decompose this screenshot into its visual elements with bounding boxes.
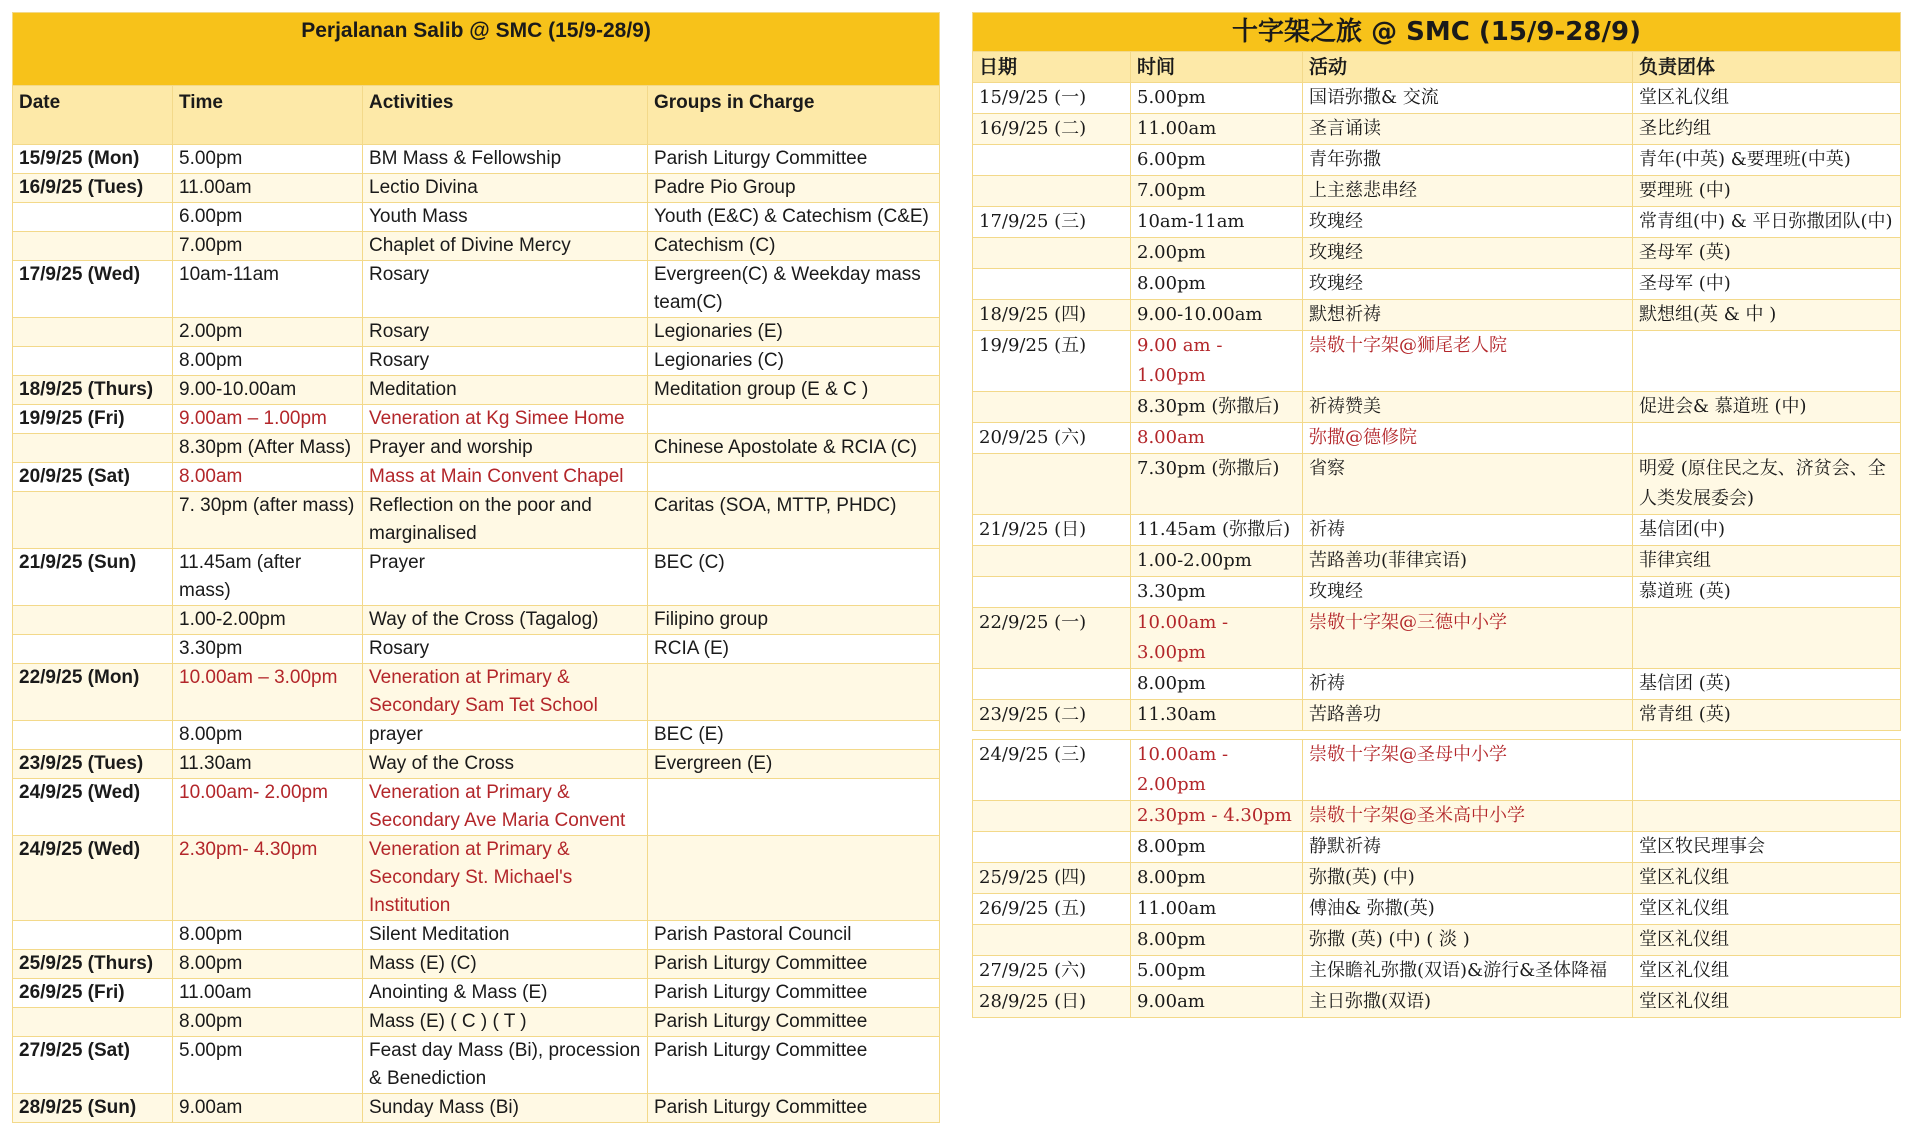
date-cell: 17/9/25 (Wed) [13,261,173,318]
group-cell: Parish Liturgy Committee [648,145,940,174]
table-row [973,863,1901,894]
group-cell: 圣母军 (英) [1633,238,1901,269]
time-cell: 9.00-10.00am [173,376,363,405]
table-row [13,721,940,750]
time-cell: 7.00pm [1131,176,1303,207]
activity-cell: 青年弥撒 [1303,145,1633,176]
activity-cell: Veneration at Primary & Secondary Ave Maria Convent [363,779,648,836]
time-cell: 11.30am [1131,700,1303,731]
time-cell: 11.45am (after mass) [173,549,363,606]
date-cell: 24/9/25 (Wed) [13,836,173,921]
table-row [973,269,1901,300]
time-cell: 8.00pm [173,921,363,950]
table-row [13,750,940,779]
table-row [13,979,940,1008]
group-cell: 常青组 (英) [1633,700,1901,731]
activity-cell: Feast day Mass (Bi), procession & Benediction [363,1037,648,1094]
time-cell: 9.00-10.00am [1131,300,1303,331]
group-cell: 堂区牧民理事会 [1633,832,1901,863]
spacer-cell [973,731,1901,740]
table-row [973,956,1901,987]
time-cell: 3.30pm [173,635,363,664]
activity-cell: 玫瑰经 [1303,577,1633,608]
date-cell [13,232,173,261]
group-cell: 圣比约组 [1633,114,1901,145]
activity-cell: 崇敬十字架@狮尾老人院 [1303,331,1633,392]
group-cell: Parish Liturgy Committee [648,950,940,979]
group-cell: Parish Pastoral Council [648,921,940,950]
activity-cell: 弥撒 (英) (中) ( 淡 ) [1303,925,1633,956]
table-row [973,740,1901,801]
english-header-row [13,86,940,145]
table-row [973,894,1901,925]
table-row [13,318,940,347]
group-cell [1633,801,1901,832]
time-cell: 8.00pm [1131,669,1303,700]
table-row [973,577,1901,608]
time-cell: 8.30pm (After Mass) [173,434,363,463]
table-row [13,405,940,434]
date-cell: 18/9/25 (四) [973,300,1131,331]
time-cell: 8.00pm [173,347,363,376]
activity-cell: 默想祈祷 [1303,300,1633,331]
table-row [973,515,1901,546]
group-cell: 青年(中英) &要理班(中英) [1633,145,1901,176]
group-cell: 菲律宾组 [1633,546,1901,577]
date-cell: 26/9/25 (Fri) [13,979,173,1008]
english-title: Perjalanan Salib @ SMC (15/9-28/9) [13,13,940,86]
group-cell [648,405,940,434]
table-row [13,1094,940,1123]
activity-cell: Way of the Cross (Tagalog) [363,606,648,635]
time-cell: 10.00am - 3.00pm [1131,608,1303,669]
group-cell: Parish Liturgy Committee [648,1037,940,1094]
table-row [973,423,1901,454]
header-activities: Activities [363,86,648,145]
header-time: Time [173,86,363,145]
date-cell: 20/9/25 (六) [973,423,1131,454]
group-cell: 堂区礼仪组 [1633,925,1901,956]
chinese-header-row [973,52,1901,83]
table-row [13,1008,940,1037]
date-cell [973,392,1131,423]
activity-cell: 苦路善功(菲律宾语) [1303,546,1633,577]
activity-cell: Meditation [363,376,648,405]
activity-cell: 苦路善功 [1303,700,1633,731]
header-date-zh: 日期 [973,52,1131,83]
table-row [13,347,940,376]
time-cell: 10.00am - 2.00pm [1131,740,1303,801]
header-date: Date [13,86,173,145]
table-row [13,203,940,232]
time-cell: 10.00am – 3.00pm [173,664,363,721]
group-cell [1633,331,1901,392]
table-row [973,300,1901,331]
group-cell: Padre Pio Group [648,174,940,203]
date-cell: 27/9/25 (六) [973,956,1131,987]
group-cell: Filipino group [648,606,940,635]
time-cell: 8.00am [173,463,363,492]
activity-cell: Sunday Mass (Bi) [363,1094,648,1123]
date-cell [973,669,1131,700]
activity-cell: 崇敬十字架@三德中小学 [1303,608,1633,669]
date-cell [13,721,173,750]
date-cell [973,145,1131,176]
activity-cell: 弥撒@德修院 [1303,423,1633,454]
table-row [13,921,940,950]
time-cell: 8.00pm [1131,863,1303,894]
time-cell: 8.30pm (弥撒后) [1131,392,1303,423]
activity-cell: 祈祷 [1303,669,1633,700]
table-row [973,832,1901,863]
table-row [973,454,1901,515]
table-row [13,463,940,492]
table-row [973,238,1901,269]
table-row [13,261,940,318]
activity-cell: 国语弥撒& 交流 [1303,83,1633,114]
english-schedule-table [12,12,940,1123]
group-cell: 堂区礼仪组 [1633,987,1901,1018]
group-cell: BEC (C) [648,549,940,606]
date-cell: 26/9/25 (五) [973,894,1131,925]
time-cell: 11.30am [173,750,363,779]
activity-cell: 崇敬十字架@圣米高中小学 [1303,801,1633,832]
table-row [973,700,1901,731]
group-cell: Meditation group (E & C ) [648,376,940,405]
group-cell: Legionaries (E) [648,318,940,347]
activity-cell: Silent Meditation [363,921,648,950]
date-cell: 20/9/25 (Sat) [13,463,173,492]
header-groups: Groups in Charge [648,86,940,145]
group-cell: 常青组(中) & 平日弥撒团队(中) [1633,207,1901,238]
time-cell: 10am-11am [1131,207,1303,238]
time-cell: 6.00pm [1131,145,1303,176]
table-row [13,1037,940,1094]
group-cell: Parish Liturgy Committee [648,1094,940,1123]
date-cell [973,546,1131,577]
table-row [13,492,940,549]
activity-cell: 圣言诵读 [1303,114,1633,145]
table-row [973,331,1901,392]
chinese-title: 十字架之旅 @ SMC (15/9-28/9) [973,13,1901,52]
date-cell: 25/9/25 (Thurs) [13,950,173,979]
group-cell: Evergreen(C) & Weekday mass team(C) [648,261,940,318]
time-cell: 1.00-2.00pm [1131,546,1303,577]
activity-cell: Rosary [363,347,648,376]
date-cell: 24/9/25 (Wed) [13,779,173,836]
group-cell: 明爱 (原住民之友、济贫会、全人类发展委会) [1633,454,1901,515]
date-cell [13,921,173,950]
group-cell: 堂区礼仪组 [1633,83,1901,114]
activity-cell: Mass (E) ( C ) ( T ) [363,1008,648,1037]
time-cell: 6.00pm [173,203,363,232]
date-cell: 15/9/25 (一) [973,83,1131,114]
activity-cell: Youth Mass [363,203,648,232]
time-cell: 2.00pm [1131,238,1303,269]
group-cell [648,836,940,921]
date-cell [13,1008,173,1037]
time-cell: 5.00pm [173,1037,363,1094]
date-cell: 18/9/25 (Thurs) [13,376,173,405]
time-cell: 11.00am [173,979,363,1008]
time-cell: 2.30pm - 4.30pm [1131,801,1303,832]
date-cell: 21/9/25 (日) [973,515,1131,546]
activity-cell: 玫瑰经 [1303,238,1633,269]
date-cell: 17/9/25 (三) [973,207,1131,238]
activity-cell: 祈祷赞美 [1303,392,1633,423]
time-cell: 11.00am [173,174,363,203]
time-cell: 7.30pm (弥撒后) [1131,454,1303,515]
time-cell: 8.00pm [1131,925,1303,956]
table-row [13,635,940,664]
activity-cell: 崇敬十字架@圣母中小学 [1303,740,1633,801]
chinese-schedule-table [972,12,1901,1018]
group-cell: Evergreen (E) [648,750,940,779]
activity-cell: Way of the Cross [363,750,648,779]
activity-cell: Anointing & Mass (E) [363,979,648,1008]
time-cell: 8.00pm [173,721,363,750]
time-cell: 8.00pm [1131,832,1303,863]
table-row [973,987,1901,1018]
date-cell: 15/9/25 (Mon) [13,145,173,174]
group-cell: 基信团 (英) [1633,669,1901,700]
time-cell: 2.00pm [173,318,363,347]
time-cell: 8.00am [1131,423,1303,454]
time-cell: 9.00am – 1.00pm [173,405,363,434]
date-cell: 24/9/25 (三) [973,740,1131,801]
table-row [973,392,1901,423]
group-cell [1633,608,1901,669]
time-cell: 9.00 am - 1.00pm [1131,331,1303,392]
activity-cell: 省察 [1303,454,1633,515]
group-cell [648,779,940,836]
date-cell [13,606,173,635]
date-cell: 23/9/25 (二) [973,700,1131,731]
date-cell [973,238,1131,269]
time-cell: 7. 30pm (after mass) [173,492,363,549]
group-cell: Catechism (C) [648,232,940,261]
time-cell: 3.30pm [1131,577,1303,608]
time-cell: 8.00pm [173,950,363,979]
time-cell: 5.00pm [1131,956,1303,987]
table-row [13,779,940,836]
time-cell: 9.00am [1131,987,1303,1018]
group-cell [1633,423,1901,454]
activity-cell: Lectio Divina [363,174,648,203]
activity-cell: Veneration at Primary & Secondary Sam Tet School [363,664,648,721]
activity-cell: Veneration at Primary & Secondary St. Michael's Institution [363,836,648,921]
activity-cell: 上主慈悲串经 [1303,176,1633,207]
table-row [13,376,940,405]
group-cell: 堂区礼仪组 [1633,863,1901,894]
activity-cell: Prayer [363,549,648,606]
time-cell: 10.00am- 2.00pm [173,779,363,836]
group-cell: Youth (E&C) & Catechism (C&E) [648,203,940,232]
time-cell: 11.00am [1131,114,1303,145]
table-row [973,83,1901,114]
group-cell: 促进会& 慕道班 (中) [1633,392,1901,423]
date-cell: 19/9/25 (Fri) [13,405,173,434]
time-cell: 8.00pm [173,1008,363,1037]
date-cell: 19/9/25 (五) [973,331,1131,392]
date-cell: 16/9/25 (Tues) [13,174,173,203]
table-row [973,176,1901,207]
group-cell: 慕道班 (英) [1633,577,1901,608]
header-time-zh: 时间 [1131,52,1303,83]
time-cell: 10am-11am [173,261,363,318]
table-row [973,546,1901,577]
english-title-row [13,13,940,86]
date-cell: 25/9/25 (四) [973,863,1131,894]
chinese-schedule-panel [972,12,1900,1018]
activity-cell: 主保瞻礼弥撒(双语)&游行&圣体降福 [1303,956,1633,987]
date-cell: 28/9/25 (日) [973,987,1131,1018]
group-cell [1633,740,1901,801]
group-cell: Caritas (SOA, MTTP, PHDC) [648,492,940,549]
activity-cell: Chaplet of Divine Mercy [363,232,648,261]
activity-cell: 弥撒(英) (中) [1303,863,1633,894]
date-cell [13,318,173,347]
date-cell [973,801,1131,832]
table-row [13,145,940,174]
date-cell [973,925,1131,956]
table-row [973,207,1901,238]
group-cell: Parish Liturgy Committee [648,979,940,1008]
date-cell: 22/9/25 (一) [973,608,1131,669]
date-cell [13,434,173,463]
table-row [973,608,1901,669]
table-row [13,664,940,721]
table-row [13,836,940,921]
activity-cell: Rosary [363,261,648,318]
header-activities-zh: 活动 [1303,52,1633,83]
activity-cell: 傅油& 弥撒(英) [1303,894,1633,925]
date-cell: 28/9/25 (Sun) [13,1094,173,1123]
date-cell: 21/9/25 (Sun) [13,549,173,606]
group-cell: Parish Liturgy Committee [648,1008,940,1037]
activity-cell: Rosary [363,318,648,347]
date-cell [973,176,1131,207]
activity-cell: Reflection on the poor and marginalised [363,492,648,549]
table-row [13,232,940,261]
date-cell [973,454,1131,515]
activity-cell: Rosary [363,635,648,664]
time-cell: 5.00pm [1131,83,1303,114]
table-row [13,174,940,203]
table-row [13,606,940,635]
english-schedule-panel [12,12,939,1123]
group-cell: 默想组(英 & 中 ) [1633,300,1901,331]
date-cell [973,577,1131,608]
time-cell: 11.45am (弥撒后) [1131,515,1303,546]
date-cell: 16/9/25 (二) [973,114,1131,145]
table-row [13,434,940,463]
date-cell [973,832,1131,863]
activity-cell: prayer [363,721,648,750]
group-cell: 堂区礼仪组 [1633,894,1901,925]
table-row [13,950,940,979]
time-cell: 1.00-2.00pm [173,606,363,635]
time-cell: 9.00am [173,1094,363,1123]
table-row [973,145,1901,176]
table-row [973,925,1901,956]
date-cell [13,347,173,376]
group-cell [648,664,940,721]
time-cell: 8.00pm [1131,269,1303,300]
table-row [973,801,1901,832]
date-cell [13,203,173,232]
group-cell: Chinese Apostolate & RCIA (C) [648,434,940,463]
group-cell: 基信团(中) [1633,515,1901,546]
group-cell: Legionaries (C) [648,347,940,376]
group-cell [648,463,940,492]
group-cell: RCIA (E) [648,635,940,664]
group-cell: BEC (E) [648,721,940,750]
activity-cell: 静默祈祷 [1303,832,1633,863]
group-cell: 堂区礼仪组 [1633,956,1901,987]
date-cell: 23/9/25 (Tues) [13,750,173,779]
header-groups-zh: 负责团体 [1633,52,1901,83]
activity-cell: Prayer and worship [363,434,648,463]
activity-cell: 玫瑰经 [1303,207,1633,238]
group-cell: 圣母军 (中) [1633,269,1901,300]
date-cell [13,492,173,549]
date-cell [973,269,1131,300]
table-spacer [973,731,1901,740]
activity-cell: Veneration at Kg Simee Home [363,405,648,434]
time-cell: 2.30pm- 4.30pm [173,836,363,921]
date-cell: 27/9/25 (Sat) [13,1037,173,1094]
date-cell: 22/9/25 (Mon) [13,664,173,721]
time-cell: 11.00am [1131,894,1303,925]
date-cell [13,635,173,664]
table-row [973,114,1901,145]
activity-cell: 主日弥撒(双语) [1303,987,1633,1018]
activity-cell: 玫瑰经 [1303,269,1633,300]
time-cell: 5.00pm [173,145,363,174]
activity-cell: 祈祷 [1303,515,1633,546]
activity-cell: Mass (E) (C) [363,950,648,979]
activity-cell: BM Mass & Fellowship [363,145,648,174]
table-row [973,669,1901,700]
table-row [13,549,940,606]
activity-cell: Mass at Main Convent Chapel [363,463,648,492]
time-cell: 7.00pm [173,232,363,261]
chinese-title-row [973,13,1901,52]
group-cell: 要理班 (中) [1633,176,1901,207]
